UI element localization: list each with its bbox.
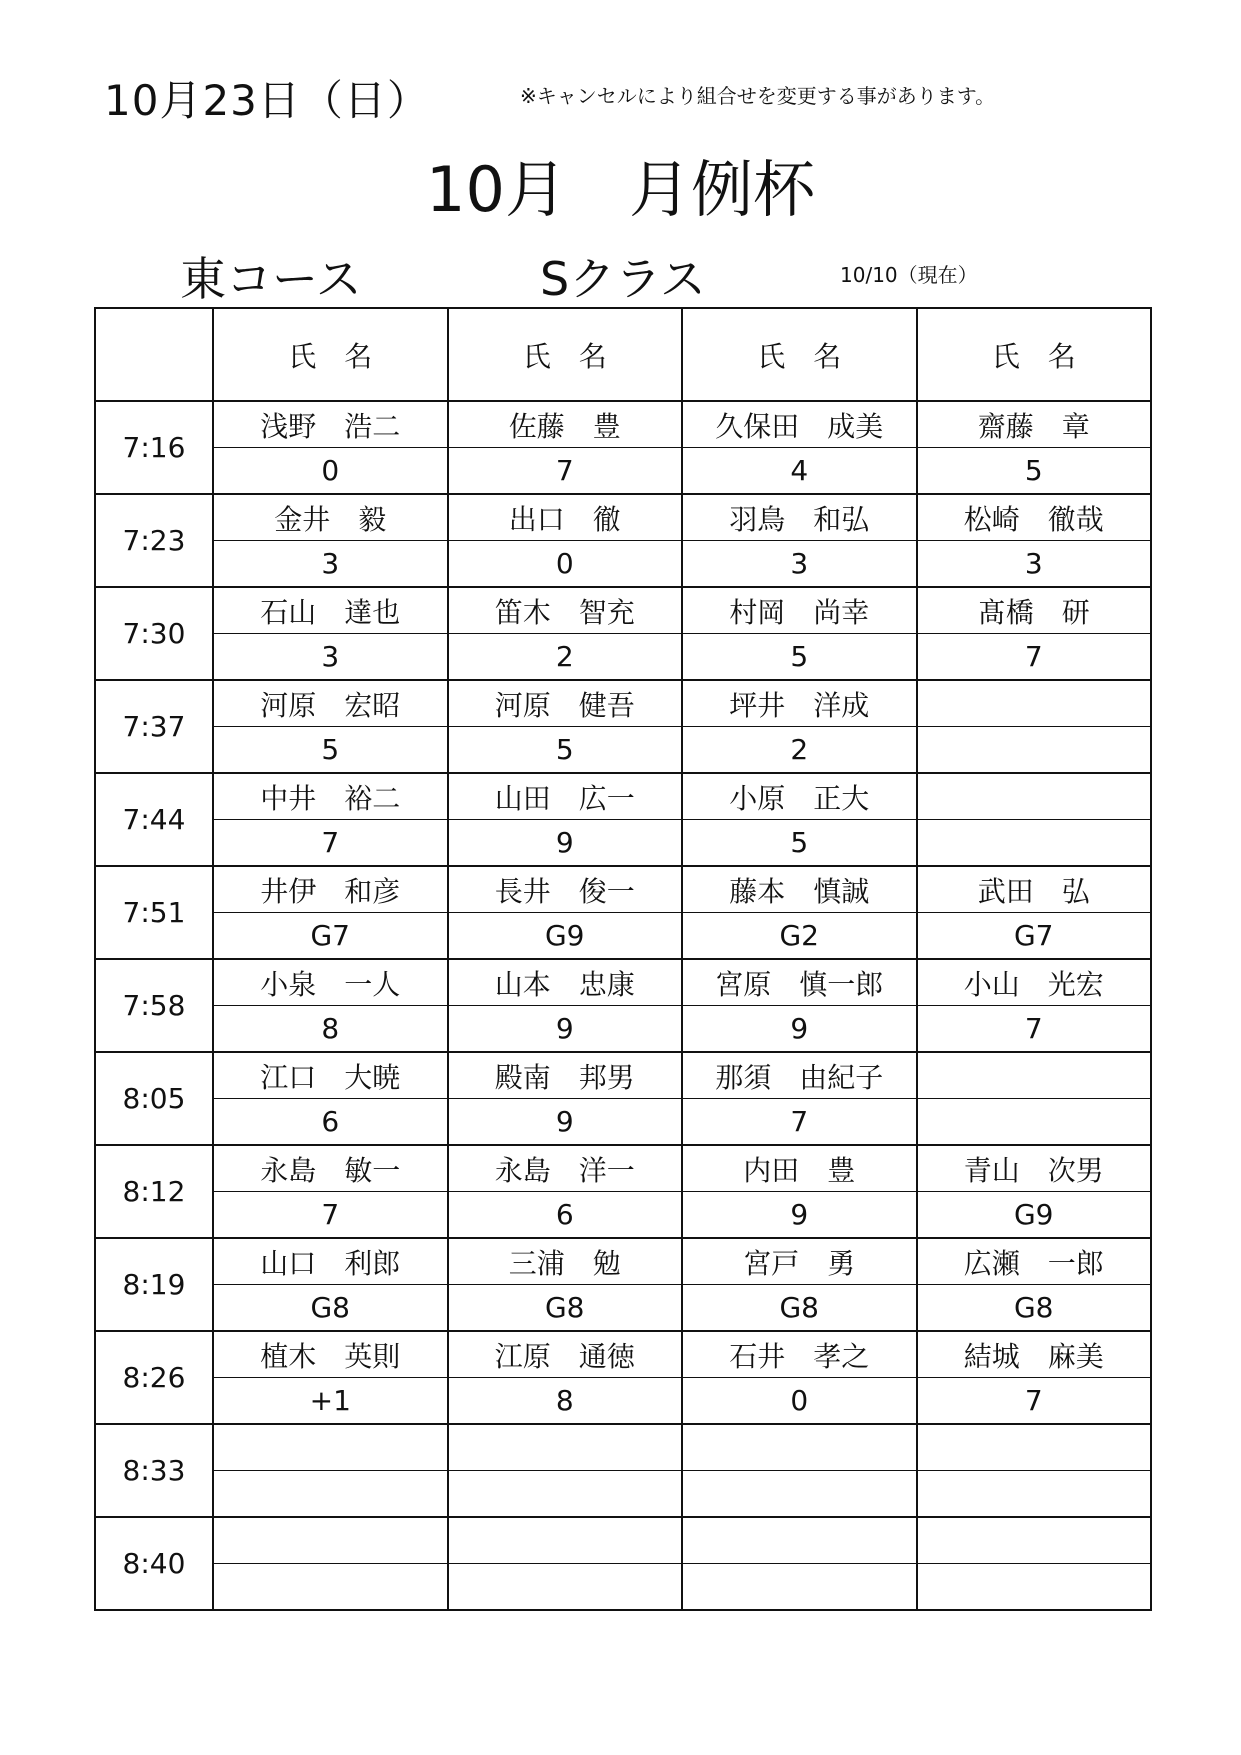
player-name: 宮戸 勇 [682,1238,917,1285]
player-name [917,1517,1152,1564]
name-header: 氏 名 [917,308,1152,401]
name-header: 氏 名 [448,308,683,401]
tee-time: 7:51 [95,866,213,959]
player-handicap: 9 [448,820,683,867]
tee-time: 7:16 [95,401,213,494]
player-name: 石井 孝之 [682,1331,917,1378]
player-name: 武田 弘 [917,866,1152,913]
tee-time: 8:33 [95,1424,213,1517]
tee-time: 7:58 [95,959,213,1052]
player-handicap [917,1099,1152,1146]
group-score-row [95,820,1151,867]
player-name [917,680,1152,727]
player-name: 山田 広一 [448,773,683,820]
group-name-row [95,401,1151,448]
player-name: 殿南 邦男 [448,1052,683,1099]
group-score-row [95,634,1151,681]
player-name: 河原 宏昭 [213,680,448,727]
group-name-row [95,1424,1151,1471]
player-name [682,1517,917,1564]
player-name: 青山 次男 [917,1145,1152,1192]
player-name [448,1424,683,1471]
player-handicap: G7 [917,913,1152,960]
player-handicap: G7 [213,913,448,960]
time-header [95,308,213,401]
group-name-row [95,680,1151,727]
player-handicap: 9 [682,1192,917,1239]
player-handicap: 9 [448,1099,683,1146]
player-handicap: 8 [448,1378,683,1425]
tee-time: 8:12 [95,1145,213,1238]
tee-time: 7:37 [95,680,213,773]
player-name: 井伊 和彦 [213,866,448,913]
tee-time: 8:19 [95,1238,213,1331]
name-header: 氏 名 [213,308,448,401]
player-handicap: G2 [682,913,917,960]
player-name: 藤本 慎誠 [682,866,917,913]
player-handicap: 7 [448,448,683,495]
class-label: Sクラス [540,252,706,306]
player-name [682,1424,917,1471]
tee-time: 7:30 [95,587,213,680]
group-name-row [95,587,1151,634]
player-handicap [448,1564,683,1611]
player-name: 中井 裕二 [213,773,448,820]
player-handicap: 7 [682,1099,917,1146]
player-handicap: 5 [682,820,917,867]
player-name: 村岡 尚幸 [682,587,917,634]
player-name: 宮原 慎一郎 [682,959,917,1006]
player-name: 笛木 智充 [448,587,683,634]
player-handicap: 3 [917,541,1152,588]
player-handicap [213,1471,448,1518]
page-title: 10月 月例杯 [426,153,815,226]
player-handicap: 5 [682,634,917,681]
player-handicap [917,1564,1152,1611]
group-score-row [95,727,1151,774]
group-score-row [95,913,1151,960]
group-name-row [95,773,1151,820]
group-score-row [95,1471,1151,1518]
player-handicap: 6 [213,1099,448,1146]
player-name [917,1052,1152,1099]
player-name: 小原 正大 [682,773,917,820]
course-label: 東コース [180,252,362,306]
player-handicap: 7 [213,1192,448,1239]
group-name-row [95,959,1151,1006]
player-handicap: 4 [682,448,917,495]
player-handicap [917,820,1152,867]
player-handicap: G8 [213,1285,448,1332]
player-handicap: 9 [682,1006,917,1053]
group-score-row [95,541,1151,588]
player-name [213,1517,448,1564]
player-handicap: 5 [917,448,1152,495]
player-name: 金井 毅 [213,494,448,541]
player-handicap [917,727,1152,774]
player-name: 坪井 洋成 [682,680,917,727]
player-handicap: 6 [448,1192,683,1239]
group-name-row [95,1145,1151,1192]
player-name: 内田 豊 [682,1145,917,1192]
player-name: 長井 俊一 [448,866,683,913]
player-handicap [682,1564,917,1611]
player-handicap: 5 [448,727,683,774]
player-name: 小泉 一人 [213,959,448,1006]
group-name-row [95,494,1151,541]
group-score-row [95,1378,1151,1425]
player-name: 山口 利郎 [213,1238,448,1285]
player-handicap: 7 [917,1006,1152,1053]
player-handicap [682,1471,917,1518]
player-name: 山本 忠康 [448,959,683,1006]
player-handicap: 3 [213,634,448,681]
player-name: 結城 麻美 [917,1331,1152,1378]
player-name: 広瀬 一郎 [917,1238,1152,1285]
player-handicap: 3 [682,541,917,588]
group-score-row [95,1099,1151,1146]
player-name: 江口 大暁 [213,1052,448,1099]
player-name: 石山 達也 [213,587,448,634]
group-name-row [95,1517,1151,1564]
name-header: 氏 名 [682,308,917,401]
player-name: 齋藤 章 [917,401,1152,448]
group-score-row [95,1564,1151,1611]
player-name [448,1517,683,1564]
tee-time: 8:05 [95,1052,213,1145]
group-name-row [95,1331,1151,1378]
as-of-date: 10/10（現在） [840,263,978,287]
tee-time: 8:26 [95,1331,213,1424]
group-score-row [95,1006,1151,1053]
player-handicap: G8 [682,1285,917,1332]
player-name: 那須 由紀子 [682,1052,917,1099]
player-name [917,1424,1152,1471]
player-name: 河原 健吾 [448,680,683,727]
player-handicap: 5 [213,727,448,774]
group-score-row [95,448,1151,495]
player-handicap: G9 [917,1192,1152,1239]
player-handicap: 9 [448,1006,683,1053]
player-name: 浅野 浩二 [213,401,448,448]
player-name: 三浦 勉 [448,1238,683,1285]
cancellation-note: ※キャンセルにより組合せを変更する事があります。 [520,84,996,108]
player-name: 永島 洋一 [448,1145,683,1192]
player-name: 江原 通徳 [448,1331,683,1378]
player-name: 久保田 成美 [682,401,917,448]
player-handicap [917,1471,1152,1518]
player-handicap: 2 [448,634,683,681]
event-date: 10月23日（日） [104,76,430,125]
header-row [95,308,1151,401]
player-handicap: 7 [917,1378,1152,1425]
player-handicap: G8 [448,1285,683,1332]
player-name [917,773,1152,820]
player-handicap: 3 [213,541,448,588]
group-score-row [95,1192,1151,1239]
tee-time: 7:23 [95,494,213,587]
group-name-row [95,1238,1151,1285]
player-name: 植木 英則 [213,1331,448,1378]
pairing-table [94,307,1152,1611]
player-name: 佐藤 豊 [448,401,683,448]
player-name: 松崎 徹哉 [917,494,1152,541]
player-name: 小山 光宏 [917,959,1152,1006]
pairing-rows [95,401,1151,1610]
player-handicap: G8 [917,1285,1152,1332]
player-handicap: G9 [448,913,683,960]
player-name: 羽鳥 和弘 [682,494,917,541]
player-handicap: 0 [448,541,683,588]
tee-time: 7:44 [95,773,213,866]
group-score-row [95,1285,1151,1332]
tee-time: 8:40 [95,1517,213,1610]
player-handicap: +1 [213,1378,448,1425]
player-handicap: 0 [682,1378,917,1425]
player-name: 永島 敏一 [213,1145,448,1192]
player-name: 出口 徹 [448,494,683,541]
player-handicap: 7 [917,634,1152,681]
player-handicap: 8 [213,1006,448,1053]
player-handicap: 2 [682,727,917,774]
player-name: 髙橋 研 [917,587,1152,634]
player-handicap [448,1471,683,1518]
player-handicap: 0 [213,448,448,495]
player-handicap [213,1564,448,1611]
group-name-row [95,866,1151,913]
player-name [213,1424,448,1471]
player-handicap: 7 [213,820,448,867]
group-name-row [95,1052,1151,1099]
